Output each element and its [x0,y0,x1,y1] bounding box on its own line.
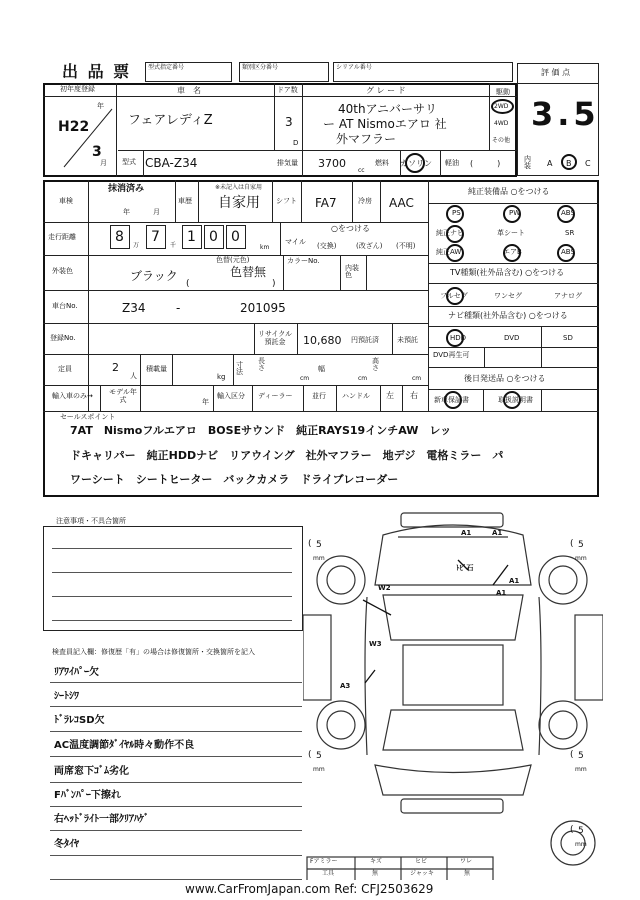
nav-sd: SD [563,334,573,342]
doors-label: ドア数 [277,86,298,94]
car-diagram [303,505,603,880]
dvd-playback-label: DVD再生可 [433,351,470,359]
grade-line-3: 外マフラー [336,132,397,146]
legend-h4: ワレ [460,858,473,865]
month-suffix: 月 [100,159,107,167]
mileage-unit-sen: 千 [170,242,177,249]
tire-rl-bracket: ( [308,750,312,760]
first-reg-month: 3 [92,144,102,160]
nav-dvd: DVD [504,334,520,342]
note-item-8: 冬ﾀｲﾔ [54,839,79,850]
drive-2wd: 2WD [494,103,509,110]
tire-rl-unit: mm [313,766,325,773]
color-change-paren: ( [186,279,190,289]
equip-pw: PW [509,209,521,217]
recycle-label: リサイクル預託金 [257,330,293,347]
car-name: フェアレディZ [128,113,213,128]
dims-unit-1: cm [300,375,310,382]
tire-fr-unit: mm [575,555,587,562]
recycle-unpaid: 未預託 [397,336,418,344]
legend-v4: 無 [464,870,471,877]
equip-leather: 革シート [497,229,525,237]
drive-label: 駆動 [496,88,510,96]
after-warranty: 新車保証書 [434,396,469,404]
tire-fr-bracket: ( [570,539,574,549]
reg-no-label: 登録No. [50,334,76,342]
model-year-label: モデル年式 [109,388,137,405]
tv-fullseg: フルセグ [440,292,468,300]
equip-sr: SR [565,229,575,237]
equip-abs2: ABS [561,248,575,256]
after-header: 後日発送品 ○をつける [464,374,546,383]
mark-a3: A3 [340,682,351,690]
legend-h1: Fアミラー [310,858,338,865]
load-unit: kg [217,373,226,381]
tire-fr-depth: 5 [578,540,584,550]
displacement-label: 排気量 [277,159,298,167]
ac-label: 冷房 [358,197,372,205]
tire-spare-unit: mm [575,841,587,848]
inspection-label: 車検 [59,197,73,205]
color-change-label: 色替(元色) [216,256,250,264]
steering-right: 右 [410,391,418,400]
legend-h2: キズ [370,858,382,865]
equip-navi: 純正ナビ [436,229,464,237]
nav-header: ナビ種類(社外品含む) ○をつける [448,311,568,320]
grade-line-2: ー AT Nismoエアロ 社 [323,117,447,131]
tire-fl-depth: 5 [316,540,322,550]
color-value: ブラック [130,269,178,283]
mark-a1-hood-left: A1 [461,529,472,537]
fuel-value: ガソリン [400,159,432,168]
color-no-label: カラーNo. [287,257,320,265]
notes-box [43,526,303,631]
legend-v2: 無 [372,870,379,877]
footer-watermark: www.CarFromJapan.com Ref: CFJ2503629 [185,882,434,896]
tire-fl-bracket: ( [308,539,312,549]
note-item-7: 右ﾍｯﾄﾞﾗｲﾄ一部ｸﾘｱﾊｹﾞ [54,814,149,825]
interior-b: B [566,159,572,168]
chassis-label: 車台No. [52,302,78,310]
equip-navi-circle [446,225,464,243]
drive-other: その他 [492,137,511,144]
usage-caption: ※未記入は自家用 [215,184,263,191]
recycle-unit: 円預託済 [351,336,379,344]
interior-color-label: 内装色 [345,264,359,279]
mileage-label: 走行距離 [48,233,76,241]
meter-tampered: (改ざん) [356,242,383,250]
tire-rear-right [539,701,587,749]
note-item-4: AC温度調節ﾀﾞｲﾔﾙ時々動作不良 [54,740,195,751]
steering-left: 左 [386,391,394,400]
import-year-unit: 年 [202,398,209,406]
import-parallel: 並行 [312,392,326,400]
chassis-number: 201095 [240,301,286,315]
equip-abs1-circle [557,205,575,223]
history-label: 車歴 [178,197,192,205]
shift-label: シフト [276,197,297,205]
mark-a1-hood-right: A1 [492,529,503,537]
import-dealer: ディーラー [258,392,293,400]
note-item-3: ﾄﾞﾗﾚｺSD欠 [54,715,105,726]
color-change-paren-close: ) [272,279,276,289]
legend-h3: ヒビ [415,858,428,865]
interior-c: C [585,159,591,168]
tire-rr-unit: mm [575,766,587,773]
usage-value: 自家用 [218,195,260,211]
tv-header: TV種類(社外品含む) ○をつける [450,268,565,277]
dims-length: 長さ [258,357,265,372]
meter-unknown: (不明) [396,242,416,250]
nav-hdd: HDD [450,334,467,342]
capacity-value: 2 [112,361,119,374]
car-name-label: 車 名 [177,86,201,95]
color-label: 外装色 [52,267,73,275]
capacity-unit: 人 [130,372,137,380]
mileage-digit-1-value: 8 [115,229,124,245]
legend-v3: ジャッキ [410,870,434,877]
after-manual-circle [503,391,521,409]
tire-rl-depth: 5 [316,751,322,761]
tire-front-left [317,556,365,604]
dims-unit-3: cm [412,375,422,382]
equip-ps: PS [452,209,461,217]
import-type-label: 輸入区分 [217,392,245,400]
fuel-other: ( ) [470,159,501,168]
chassis-dash: - [176,301,181,315]
dims-width: 幅 [318,365,325,373]
inspection-month-unit: 月 [153,208,160,216]
drive-4wd: 4WD [494,120,509,127]
tv-oneseg: ワンセグ [494,292,522,300]
standard-equipment-header: 純正装備品 ○をつける [468,187,550,196]
sales-line-1: 7AT Nismoフルエアロ BOSEサウンド 純正RAYS19インチAW レッ [70,424,452,437]
model-label: 型式 [122,158,136,166]
sales-line-3: ワーシート シートヒーター バックカメラ ドライブレコーダー [70,473,399,486]
inspection-year-unit: 年 [123,208,130,216]
mark-a1-fender-right: A1 [496,589,507,597]
year-suffix: 年 [97,102,104,110]
mileage-digit-5-value: 0 [231,229,240,245]
equip-aw: 純正AW [436,248,462,256]
mark-stone-chip: ﾄﾋﾞ石 [456,564,474,572]
equip-abs2-circle [557,244,575,262]
type-number-label: 型式指定番号 [148,64,185,71]
interior-b-circle [561,154,577,170]
sales-line-2: ドキャリパー 純正HDDナビ リアウイング 社外マフラー 地デジ 電格ミラー パ [70,449,504,462]
note-item-1: ﾘｱﾜｲﾊﾟｰ欠 [54,667,99,678]
tire-spare-bracket: ( [570,825,574,835]
dims-label: 寸法 [236,361,243,376]
equip-airbag: エアB [503,248,522,256]
inspector-label: 検査員記入欄：修復歴「有」の場合は修復箇所・交換箇所を記入 [52,648,255,656]
equip-abs1: ABS [561,209,575,217]
tv-analog: アナログ [554,292,582,300]
steering-label: ハンドル [342,392,370,400]
tire-rr-bracket: ( [570,750,574,760]
mileage-digit-2-value: 7 [151,229,160,245]
meter-label: マイル [285,238,306,246]
displacement-unit: cc [358,167,365,174]
drive-2wd-circle [491,99,514,114]
mileage-unit-km: km [260,244,270,251]
meter-exchange: (交換) [317,242,337,250]
chassis-prefix: Z34 [122,301,146,315]
interior-a: A [547,159,553,168]
meter-caption: ○をつける [331,224,370,233]
after-warranty-circle [444,391,462,409]
notes-label: 注意事項・不具合箇所 [56,517,126,525]
equip-airbag-circle [503,244,521,262]
mark-w2: W2 [378,584,391,592]
note-item-6: Fﾊﾞﾝﾊﾟｰ下擦れ [54,790,121,801]
inspection-status: 抹消済み [108,184,145,194]
ac-value: AAC [389,196,414,210]
color-change-value: 色替無 [230,265,267,279]
mileage-digit-4-value: 0 [209,229,218,245]
class-number-label: 類別区分番号 [242,64,279,71]
equip-pw-circle [503,205,521,223]
equip-ps-circle [446,205,464,223]
load-label: 積載量 [146,365,167,373]
displacement-value: 3700 [318,157,346,170]
sheet-title: 出 品 票 [62,62,132,81]
equip-aw-circle [446,244,464,262]
tv-fullseg-circle [446,287,464,305]
dims-height: 高さ [372,357,379,372]
shift-value: FA7 [315,196,337,210]
fuel-label: 燃料 [375,159,389,167]
nav-hdd-circle [446,329,467,347]
import-label: 輸入車のみ→ [52,392,93,400]
capacity-label: 定員 [58,365,72,373]
tire-front-right [539,556,587,604]
fuel-circle [405,153,425,173]
tire-fl-unit: mm [313,555,325,562]
doors-value: 3 [285,115,293,129]
tire-spare-depth: 5 [578,826,584,836]
dims-unit-2: cm [358,375,368,382]
mileage-digit-3-value: 1 [187,229,196,245]
first-reg-label: 初年度登録 [60,85,95,93]
tire-rear-left [317,701,365,749]
grade-line-1: 40thアニバーサリ [338,102,437,116]
score-label: 評 価 点 [541,68,571,77]
mileage-unit-man: 万 [133,242,140,249]
recycle-amount: 10,680 [303,334,342,347]
model-value: CBA-Z34 [145,156,198,170]
mark-w3: W3 [369,640,382,648]
serial-number-label: シリアル番号 [336,64,372,71]
score-value: 3.5 [531,95,600,133]
legend-v1: 工具 [322,870,335,877]
note-item-2: ｼｰﾄｼﾜ [54,691,79,702]
interior-label: 内装 [524,155,531,170]
first-reg-year: H22 [58,119,90,135]
tire-rr-depth: 5 [578,751,584,761]
sales-points-label: セールスポイント [60,413,116,421]
note-item-5: 両席窓下ｺﾞﾑ劣化 [54,766,129,777]
after-manual: 取扱説明書 [498,396,533,404]
mark-a1-front-right: A1 [509,577,520,585]
grade-label: グ レ ー ド [366,86,406,95]
doors-suffix: D [293,139,299,147]
light-oil-label: 軽油 [445,159,459,167]
